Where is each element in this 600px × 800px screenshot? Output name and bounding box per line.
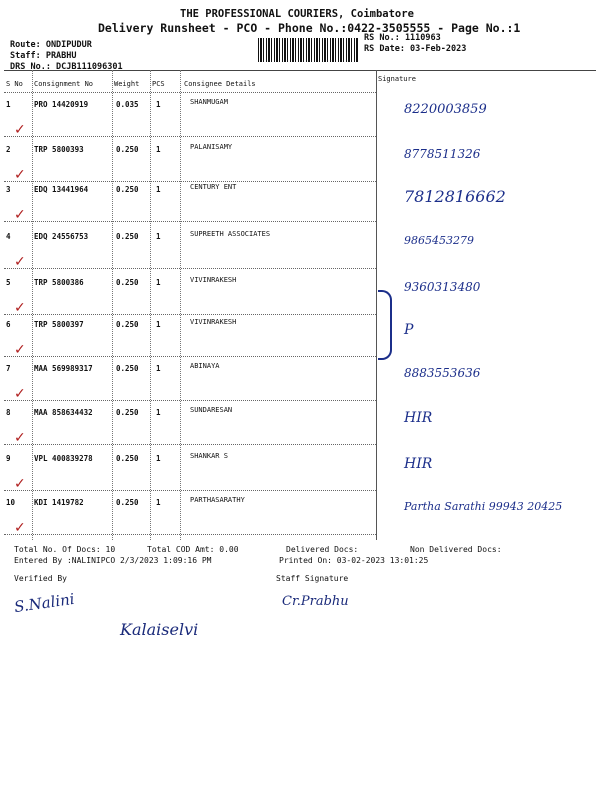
row-signature: Partha Sarathi 99943 20425	[404, 500, 563, 513]
row-weight: 0.250	[116, 185, 139, 194]
runsheet-table	[4, 70, 596, 541]
row-weight: 0.250	[116, 145, 139, 154]
col-signature: Signature	[378, 75, 416, 83]
row-consignment: TRP 5800393	[34, 145, 84, 154]
row-weight: 0.250	[116, 278, 139, 287]
row-pcs: 1	[156, 364, 161, 373]
row-consignee: PALANISAMY	[190, 143, 233, 151]
row-separator	[4, 136, 376, 137]
row-weight: 0.250	[116, 364, 139, 373]
entered-by: Entered By :NALINIPCO 2/3/2023 1:09:16 PM	[14, 556, 212, 565]
check-mark-icon: ✓	[14, 386, 26, 402]
staff-signature: Cr.Prabhu	[282, 594, 349, 609]
row-separator	[4, 490, 376, 491]
row-consignee: SHANKAR S	[190, 452, 228, 460]
check-mark-icon: ✓	[14, 342, 26, 358]
row-separator	[4, 221, 376, 222]
row-consignee: SUNDARESAN	[190, 406, 233, 414]
row-pcs: 1	[156, 408, 161, 417]
check-mark-icon: ✓	[14, 300, 26, 316]
row-consignee: CENTURY ENT	[190, 183, 237, 191]
col-pcs: PCS	[152, 80, 165, 88]
row-consignment: TRP 5800397	[34, 320, 84, 329]
row-weight: 0.035	[116, 100, 139, 109]
runsheet-title: Delivery Runsheet - PCO - Phone No.:0422-3505555 - Page No.:1	[98, 21, 521, 35]
delivered-docs: Delivered Docs:	[286, 545, 359, 554]
row-pcs: 1	[156, 278, 161, 287]
col-divider	[32, 70, 33, 540]
row-sno: 7	[6, 364, 11, 373]
header-rule	[4, 92, 376, 93]
row-consignee: PARTHASARATHY	[190, 496, 245, 504]
row-consignment: EDQ 13441964	[34, 185, 89, 194]
bracket-mark	[378, 290, 392, 360]
verified-signature: S.Nalini	[13, 589, 76, 617]
drs-number: DRS No.: DCJB111096301	[10, 62, 123, 72]
row-sno: 9	[6, 454, 11, 463]
row-weight: 0.250	[116, 498, 139, 507]
row-consignee: VIVINRAKESH	[190, 318, 237, 326]
row-separator	[4, 444, 376, 445]
row-signature: 8220003859	[404, 102, 487, 117]
row-pcs: 1	[156, 145, 161, 154]
row-sno: 6	[6, 320, 11, 329]
row-sno: 5	[6, 278, 11, 287]
row-pcs: 1	[156, 185, 161, 194]
row-sno: 1	[6, 100, 11, 109]
printed-on: Printed On: 03-02-2023 13:01:25	[279, 556, 429, 565]
row-sno: 4	[6, 232, 11, 241]
row-weight: 0.250	[116, 454, 139, 463]
row-separator	[4, 181, 376, 182]
row-separator	[4, 314, 376, 315]
row-consignment: KDI 1419782	[34, 498, 84, 507]
row-consignment: MAA 569989317	[34, 364, 93, 373]
row-separator	[4, 356, 376, 357]
row-signature: 9360313480	[404, 280, 481, 294]
row-signature: P	[404, 322, 414, 338]
row-signature: HIR	[404, 410, 433, 426]
row-signature: 8778511326	[404, 147, 481, 161]
row-weight: 0.250	[116, 232, 139, 241]
total-cod: Total COD Amt: 0.00	[147, 545, 239, 554]
non-delivered-docs: Non Delivered Docs:	[410, 545, 502, 554]
staff-signature-label: Staff Signature	[276, 574, 349, 583]
row-sno: 2	[6, 145, 11, 154]
signature-divider	[376, 70, 377, 540]
row-consignment: VPL 400839278	[34, 454, 93, 463]
check-mark-icon: ✓	[14, 254, 26, 270]
check-mark-icon: ✓	[14, 122, 26, 138]
check-mark-icon: ✓	[14, 520, 26, 536]
barcode	[258, 38, 358, 62]
check-mark-icon: ✓	[14, 476, 26, 492]
row-signature: 9865453279	[404, 234, 474, 247]
col-sno: S No	[6, 80, 23, 88]
check-mark-icon: ✓	[14, 430, 26, 446]
row-weight: 0.250	[116, 320, 139, 329]
col-divider	[150, 70, 151, 540]
row-signature: HIR	[404, 456, 433, 472]
row-sno: 8	[6, 408, 11, 417]
row-consignee: VIVINRAKESH	[190, 276, 237, 284]
row-consignee: ABINAYA	[190, 362, 220, 370]
row-pcs: 1	[156, 232, 161, 241]
route-label: Route: ONDIPUDUR	[10, 40, 92, 50]
staff-label: Staff: PRABHU	[10, 51, 77, 61]
row-pcs: 1	[156, 498, 161, 507]
row-pcs: 1	[156, 100, 161, 109]
row-pcs: 1	[156, 454, 161, 463]
check-mark-icon: ✓	[14, 167, 26, 183]
row-signature: 7812816662	[404, 187, 506, 206]
bottom-signature: Kalaiselvi	[120, 620, 199, 639]
row-pcs: 1	[156, 320, 161, 329]
rs-number: RS No.: 1110963	[364, 33, 441, 43]
col-consignment: Consignment No	[34, 80, 94, 88]
row-consignment: EDQ 24556753	[34, 232, 89, 241]
row-consignment: MAA 858634432	[34, 408, 93, 417]
row-consignment: TRP 5800386	[34, 278, 84, 287]
row-consignee: SHANMUGAM	[190, 98, 228, 106]
col-divider	[180, 70, 181, 540]
col-weight: Weight	[114, 80, 140, 88]
row-sno: 3	[6, 185, 11, 194]
row-weight: 0.250	[116, 408, 139, 417]
row-consignee: SUPREETH ASSOCIATES	[190, 230, 271, 238]
check-mark-icon: ✓	[14, 207, 26, 223]
row-sno: 10	[6, 498, 16, 507]
col-divider	[112, 70, 113, 540]
verified-by-label: Verified By	[14, 574, 67, 583]
row-separator	[4, 400, 376, 401]
row-signature: 8883553636	[404, 366, 481, 380]
total-docs: Total No. Of Docs: 10	[14, 545, 116, 554]
row-separator	[4, 268, 376, 269]
row-consignment: PRO 14420919	[34, 100, 89, 109]
col-consignee: Consignee Details	[184, 80, 256, 88]
rs-date: RS Date: 03-Feb-2023	[364, 44, 467, 54]
row-separator	[4, 534, 376, 535]
company-name: THE PROFESSIONAL COURIERS, Coimbatore	[180, 8, 414, 20]
